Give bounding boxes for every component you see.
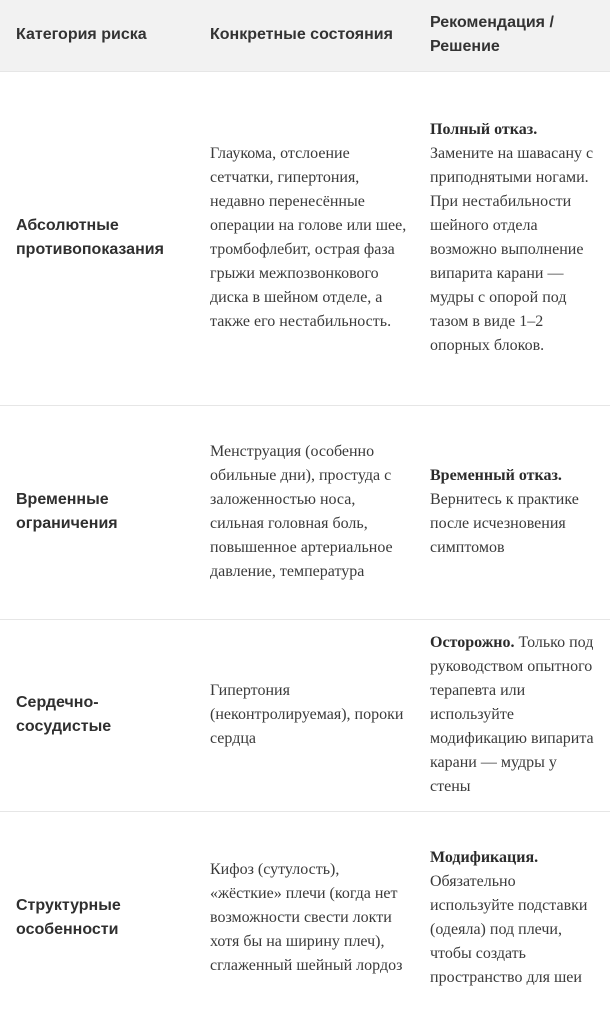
recommendation-lead: Модификация. (430, 848, 539, 866)
recommendation-text: Только под руководством опытного терапевта или используйте модификацию випарита карани — мудры у стены (430, 634, 594, 795)
recommendation-lead: Временный отказ. (430, 467, 562, 484)
recommendation-lead: Полный отказ. (430, 121, 538, 138)
risk-category-cell: Временные ограничения (16, 491, 118, 532)
conditions-cell: Менструация (особенно обильные дни), простуда с заложенностью носа, сильная головная боль, повышенное артериальное давление, температура (210, 443, 393, 580)
risk-category-cell: Структурные особенности (16, 896, 121, 938)
header-risk-category: Категория риска (16, 26, 147, 44)
table-row (0, 405, 610, 619)
table-row (0, 811, 610, 1024)
recommendation-lead: Осторожно. (430, 634, 515, 651)
risk-category-cell: Сердечно-сосудистые (16, 694, 112, 735)
recommendation-cell (418, 405, 610, 619)
recommendation-text: Обязательно используйте подставки (одеяла) под плечи, чтобы создать пространство для шеи (430, 872, 588, 986)
table-row (0, 71, 610, 405)
conditions-cell: Глаукома, отслоение сетчатки, гипертония, недавно перенесённые операции на голове или шее, тромбофлебит, острая фаза грыжи межпозвонкового диска в шейном отделе, а также его нестабильность. (210, 145, 407, 330)
recommendation-cell (418, 619, 610, 811)
recommendation-cell (418, 71, 610, 405)
recommendation-text: Замените на шавасану с приподнятыми ногами. При нестабильности шейного отдела возможно выполнение випарита карани — мудры с опорой под тазом в виде 1–2 опорных блоков. (430, 145, 594, 354)
risk-category-cell: Абсолютные противопоказания (16, 217, 164, 258)
header-recommendation: Рекомендация / Решение (430, 14, 554, 56)
recommendation-cell (418, 811, 610, 1024)
table-header-row (0, 0, 610, 71)
recommendation-text: Вернитесь к практике после исчезновения симптомов (430, 491, 579, 556)
table-row (0, 619, 610, 811)
conditions-cell: Кифоз (сутулость), «жёсткие» плечи (когда нет возможности свести локти хотя бы на ширину плеч), сглаженный шейный лордоз (210, 860, 403, 974)
header-specific-conditions: Конкретные состояния (210, 26, 393, 44)
conditions-cell: Гипертония (неконтролируемая), пороки сердца (210, 682, 404, 747)
